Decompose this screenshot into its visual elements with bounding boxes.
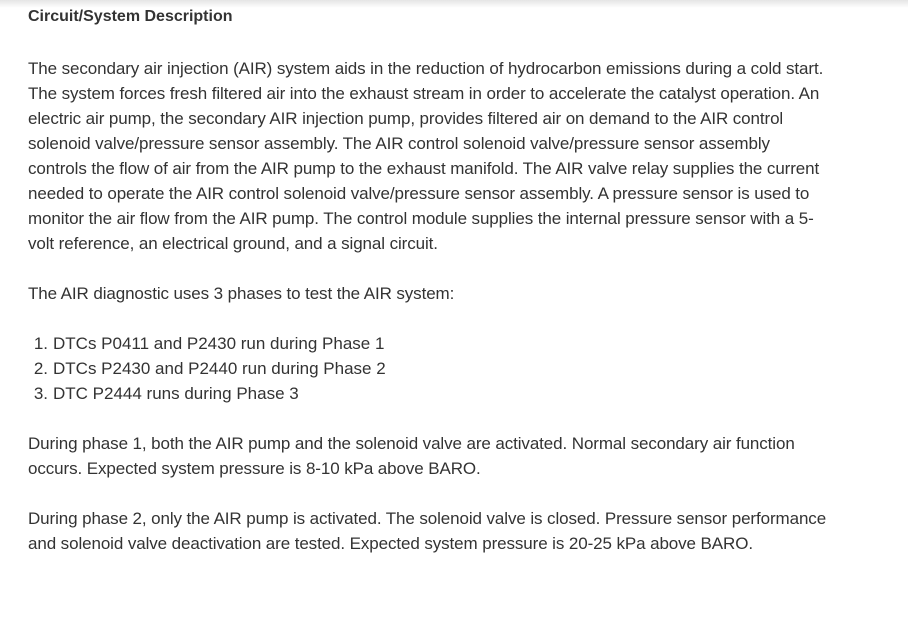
list-item-text: DTCs P0411 and P2430 run during Phase 1 <box>53 334 385 353</box>
document-content <box>28 7 828 581</box>
phase2-paragraph: During phase 2, only the AIR pump is activated. The solenoid valve is closed. Pressure sensor performance and solenoid valve deactivation are tested. Expected system pressure is 20-25 kPa above BARO. <box>28 509 827 553</box>
list-item-number: 2. <box>33 359 48 378</box>
intro-paragraph: The secondary air injection (AIR) system aids in the reduction of hydrocarbon emissions during a cold start. The system forces fresh filtered air into the exhaust stream in order to accelerate the catalyst operation. An electric air pump, the secondary AIR injection pump, provides filtered air on demand to the AIR control solenoid valve/pressure sensor assembly. The AIR control solenoid valve/pressure sensor assembly controls the flow of air from the AIR pump to the exhaust manifold. The AIR valve relay supplies the current needed to operate the AIR control solenoid valve/pressure sensor assembly. A pressure sensor is used to monitor the air flow from the AIR pump. The control module supplies the internal pressure sensor with a 5-volt reference, an electrical ground, and a signal circuit. <box>28 59 824 253</box>
list-item <box>28 356 828 381</box>
list-item <box>28 331 828 356</box>
section-heading: Circuit/System Description <box>28 8 233 25</box>
list-item-text: DTCs P2430 and P2440 run during Phase 2 <box>53 359 386 378</box>
phases-lead-paragraph: The AIR diagnostic uses 3 phases to test the AIR system: <box>28 284 455 303</box>
list-item <box>28 381 828 406</box>
phase-list <box>28 331 828 406</box>
phase1-paragraph: During phase 1, both the AIR pump and the solenoid valve are activated. Normal secondary air function occurs. Expected system pressure is 8-10 kPa above BARO. <box>28 434 795 478</box>
list-item-number: 1. <box>33 334 48 353</box>
list-item-number: 3. <box>33 384 48 403</box>
list-item-text: DTC P2444 runs during Phase 3 <box>53 384 299 403</box>
